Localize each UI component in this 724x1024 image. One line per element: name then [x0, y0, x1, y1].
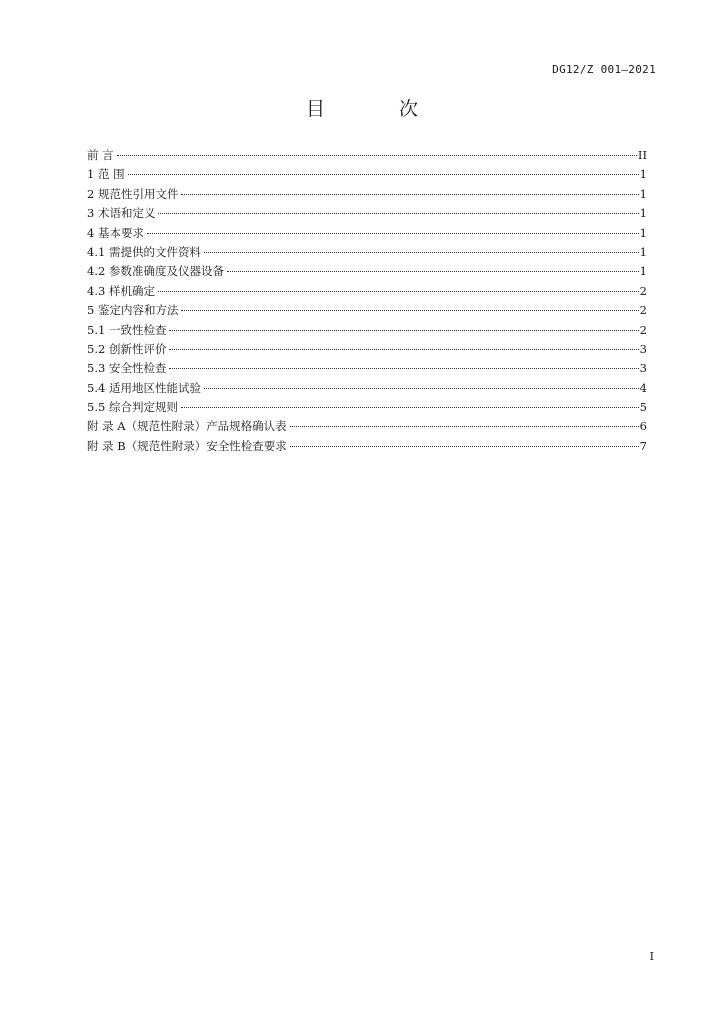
toc-entry-page: II — [637, 148, 647, 162]
toc-entry-label: 5.2 创新性评价 — [87, 341, 167, 356]
toc-dot-leader — [169, 368, 638, 369]
toc-entry-page: 1 — [639, 167, 647, 182]
toc-entry[interactable] — [87, 417, 647, 436]
toc-entry-label: 3 术语和定义 — [87, 206, 156, 221]
toc-entry[interactable] — [87, 185, 647, 204]
toc-dot-leader — [290, 446, 639, 447]
document-code: DG12/Z 001—2021 — [552, 63, 656, 76]
toc-dot-leader — [117, 155, 637, 156]
toc-entry-label: 5.1 一致性检查 — [87, 322, 167, 337]
toc-dot-leader — [169, 330, 638, 331]
toc-dot-leader — [128, 174, 639, 175]
toc-dot-leader — [227, 271, 639, 272]
toc-dot-leader — [169, 349, 638, 350]
toc-entry[interactable] — [87, 282, 647, 301]
toc-entry-label: 1 范 围 — [87, 167, 125, 182]
toc-entry-label: 2 规范性引用文件 — [87, 186, 179, 201]
toc-entry-page: 1 — [639, 225, 647, 240]
toc-dot-leader — [147, 233, 639, 234]
toc-entry[interactable] — [87, 243, 647, 262]
toc-entry-label: 4.3 样机确定 — [87, 283, 155, 298]
toc-entry-page: 1 — [639, 206, 647, 221]
toc-entry-page: 2 — [639, 303, 647, 318]
toc-entry-label: 5.4 适用地区性能试验 — [87, 380, 201, 395]
toc-title: 目 次 — [305, 98, 453, 120]
toc-entry[interactable] — [87, 398, 647, 417]
toc-entry-label: 4 基本要求 — [87, 225, 144, 240]
toc-dot-leader — [290, 426, 639, 427]
toc-entry-page: 1 — [639, 186, 647, 201]
toc-entry-label: 附 录 B（规范性附录）安全性检查要求 — [87, 438, 287, 453]
toc-entry[interactable] — [87, 165, 647, 184]
toc-entry-label: 4.1 需提供的文件资料 — [87, 244, 201, 259]
toc-entry[interactable] — [87, 146, 647, 165]
toc-entry[interactable] — [87, 224, 647, 243]
toc-entry[interactable] — [87, 262, 647, 281]
toc-entry-label: 附 录 A（规范性附录）产品规格确认表 — [87, 419, 287, 434]
toc-entry[interactable] — [87, 437, 647, 456]
toc-entry-page: 3 — [639, 341, 647, 356]
toc-dot-leader — [158, 213, 638, 214]
toc-entry-page: 5 — [639, 400, 647, 415]
toc-dot-leader — [181, 194, 638, 195]
toc-entry-label: 5 鉴定内容和方法 — [87, 303, 179, 318]
toc-entry[interactable] — [87, 340, 647, 359]
toc-dot-leader — [181, 407, 639, 408]
toc-entry-page: 7 — [639, 438, 647, 453]
toc-entry-label: 前 言 — [87, 148, 114, 162]
toc-entry-page: 4 — [639, 380, 647, 395]
toc-entry-page: 2 — [639, 322, 647, 337]
toc-entry-page: 1 — [639, 244, 647, 259]
toc-entry-page: 3 — [639, 361, 647, 376]
toc-entry-page: 2 — [639, 283, 647, 298]
toc-entry-label: 4.2 参数准确度及仪器设备 — [87, 264, 224, 279]
toc-entry-label: 5.3 安全性检查 — [87, 361, 167, 376]
toc-entry[interactable] — [87, 301, 647, 320]
page-number: I — [649, 950, 654, 963]
toc-dot-leader — [158, 291, 639, 292]
toc-list — [87, 146, 647, 456]
toc-entry-page: 6 — [639, 419, 647, 434]
toc-entry-page: 1 — [639, 264, 647, 279]
toc-entry-label: 5.5 综合判定规则 — [87, 400, 178, 415]
toc-dot-leader — [204, 252, 639, 253]
toc-dot-leader — [181, 310, 638, 311]
toc-entry[interactable] — [87, 321, 647, 340]
toc-entry[interactable] — [87, 204, 647, 223]
toc-entry[interactable] — [87, 359, 647, 378]
toc-entry[interactable] — [87, 379, 647, 398]
toc-dot-leader — [204, 388, 639, 389]
